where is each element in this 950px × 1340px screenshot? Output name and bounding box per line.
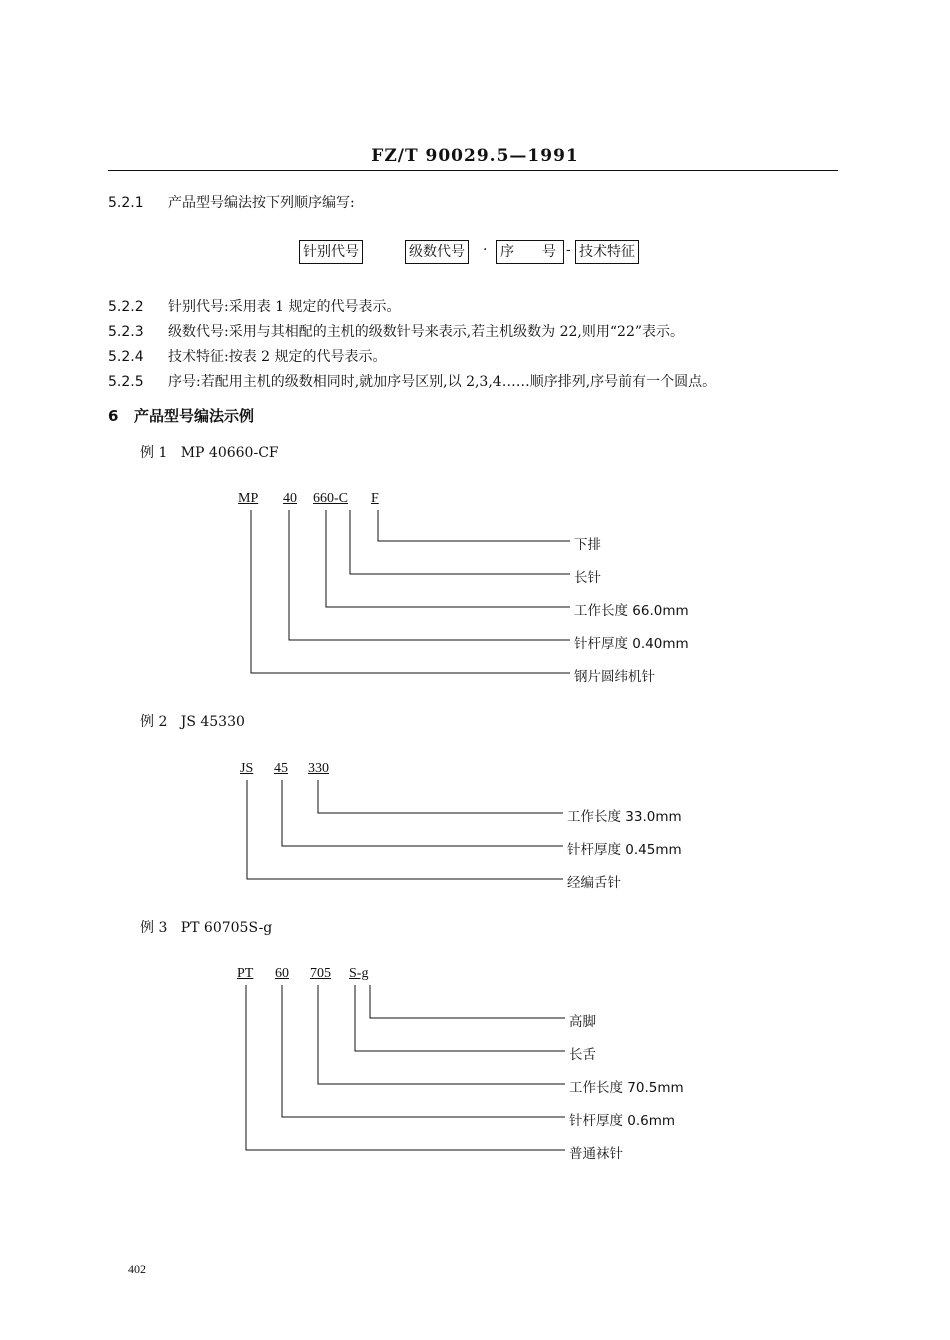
ex3-label-needle-type: 普通袜针 bbox=[569, 1146, 623, 1162]
ex1-connector-mp bbox=[251, 510, 570, 673]
example-label: 例 3 bbox=[140, 920, 168, 936]
ex2-label-working-length: 工作长度 33.0mm bbox=[567, 809, 682, 825]
example-model: PT 60705S-g bbox=[180, 920, 273, 936]
ex2-label-shank-thickness: 针杆厚度 0.45mm bbox=[567, 842, 682, 858]
ex1-part-40: 40 bbox=[283, 491, 297, 506]
ex3-part-sg: S-g bbox=[349, 966, 369, 981]
standard-header: FZ/T 90029.5—1991 bbox=[371, 146, 579, 166]
clause-text: 级数代号:采用与其相配的主机的级数针号来表示,若主机级数为 22,则用“22”表示。 bbox=[168, 324, 685, 340]
ex1-label-working-length: 工作长度 66.0mm bbox=[574, 603, 689, 619]
clause-number: 5.2.1 bbox=[108, 195, 144, 211]
ex1-label-long-needle: 长针 bbox=[574, 570, 601, 586]
ex1-label-shank-thickness: 针杆厚度 0.40mm bbox=[574, 636, 689, 652]
ex3-part-60: 60 bbox=[275, 966, 289, 981]
clause-text: 序号:若配用主机的级数相同时,就加序号区别,以 2,3,4……顺序排列,序号前有一个圆点。 bbox=[168, 374, 717, 390]
example-model: JS 45330 bbox=[180, 714, 245, 730]
ex1-connector-660 bbox=[326, 510, 570, 607]
ex2-connector-js bbox=[247, 780, 563, 879]
ex1-connector-c bbox=[350, 510, 570, 574]
ex1-part-f: F bbox=[371, 491, 379, 506]
clause-number: 5.2.4 bbox=[108, 349, 144, 365]
ex1-part-mp: MP bbox=[238, 491, 259, 506]
example-model: MP 40660-CF bbox=[180, 445, 279, 461]
ex3-label-working-length: 工作长度 70.5mm bbox=[569, 1080, 684, 1096]
scheme-box-tech-feature: 技术特征 bbox=[575, 240, 639, 264]
ex3-label-high-butt: 高脚 bbox=[569, 1014, 596, 1030]
scheme-box-serial: 序 号 bbox=[496, 240, 564, 264]
ex2-part-js: JS bbox=[240, 761, 254, 776]
ex3-part-705: 705 bbox=[310, 966, 331, 981]
section-number: 6 bbox=[108, 407, 119, 425]
page-number: 402 bbox=[128, 1262, 146, 1276]
ex2-part-330: 330 bbox=[308, 761, 329, 776]
ex3-connector-g bbox=[370, 985, 565, 1018]
ex2-part-45: 45 bbox=[274, 761, 288, 776]
ex2-label-needle-type: 经编舌针 bbox=[567, 875, 621, 891]
ex1-connector-f bbox=[378, 510, 570, 541]
scheme-box-needle-type: 针别代号 bbox=[299, 240, 363, 264]
clause-number: 5.2.5 bbox=[108, 374, 144, 390]
ex1-label-needle-type: 钢片圆纬机针 bbox=[574, 669, 655, 685]
ex3-label-shank-thickness: 针杆厚度 0.6mm bbox=[569, 1113, 676, 1129]
scheme-box-gauge: 级数代号 bbox=[405, 240, 469, 264]
ex2-connector-330 bbox=[318, 780, 563, 813]
section-title: 产品型号编法示例 bbox=[134, 407, 255, 425]
ex1-connector-40 bbox=[289, 510, 570, 640]
ex3-connector-pt bbox=[246, 985, 565, 1150]
ex3-part-pt: PT bbox=[237, 966, 254, 981]
clause-text: 技术特征:按表 2 规定的代号表示。 bbox=[168, 349, 387, 365]
example-label: 例 1 bbox=[140, 445, 168, 461]
scheme-dash: - bbox=[566, 242, 571, 258]
clause-text: 针别代号:采用表 1 规定的代号表示。 bbox=[168, 299, 401, 315]
ex1-part-660c: 660-C bbox=[313, 491, 348, 506]
clause-number: 5.2.2 bbox=[108, 299, 144, 315]
ex1-label-lower-butt: 下排 bbox=[574, 537, 601, 553]
clause-text: 产品型号编法按下列顺序编写: bbox=[168, 195, 355, 211]
clause-number: 5.2.3 bbox=[108, 324, 144, 340]
ex3-label-long-latch: 长舌 bbox=[569, 1047, 596, 1063]
scheme-dot: · bbox=[483, 242, 488, 258]
example-label: 例 2 bbox=[140, 714, 168, 730]
